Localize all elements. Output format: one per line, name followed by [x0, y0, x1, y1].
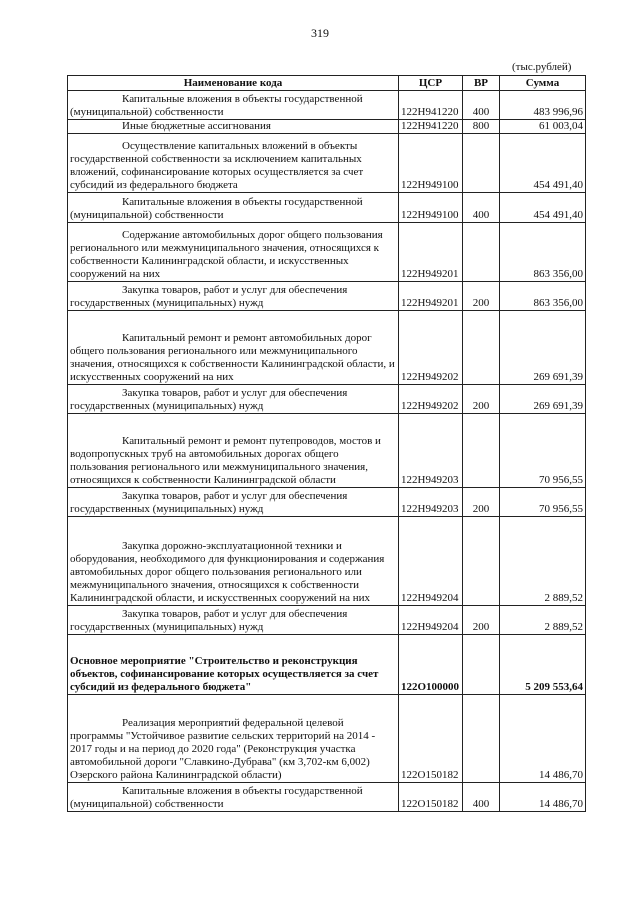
- table-row: [68, 193, 586, 223]
- row-sum: 14 486,70: [500, 695, 586, 783]
- table-row: [68, 783, 586, 812]
- row-csr: 122Н949202: [399, 385, 463, 414]
- row-csr: 122Н949202: [399, 311, 463, 385]
- row-csr: 122Н949204: [399, 606, 463, 635]
- row-csr: 122Н949201: [399, 223, 463, 282]
- row-vr: [463, 695, 500, 783]
- row-name: Закупка товаров, работ и услуг для обеспечения государственных (муниципальных) нужд: [70, 284, 348, 309]
- row-name: Капитальные вложения в объекты государственной (муниципальной) собственности: [70, 196, 363, 221]
- row-sum: 863 356,00: [500, 282, 586, 311]
- row-csr: 122О150182: [399, 783, 463, 812]
- row-vr: 200: [463, 488, 500, 517]
- row-name: Капитальные вложения в объекты государственной (муниципальной) собственности: [70, 785, 363, 810]
- table-row: [68, 517, 586, 606]
- row-sum: 5 209 553,64: [500, 635, 586, 695]
- row-sum: 863 356,00: [500, 223, 586, 282]
- row-sum: 70 956,55: [500, 488, 586, 517]
- row-vr: [463, 414, 500, 488]
- page-number: 319: [311, 26, 329, 40]
- row-name: Осуществление капитальных вложений в объекты государственной собственности за исключением капитальных вложений, софинансирование которых осуществляется за счет субсидий из федерального бюджета: [70, 140, 364, 191]
- row-vr: [463, 635, 500, 695]
- row-sum: 454 491,40: [500, 134, 586, 193]
- row-name: Основное мероприятие "Строительство и реконструкция объектов, софинансирование которых осуществляется за счет субсидий из федерального бюджета": [70, 655, 379, 693]
- row-csr: 122Н949100: [399, 193, 463, 223]
- table-row: [68, 282, 586, 311]
- row-sum: 14 486,70: [500, 783, 586, 812]
- row-vr: 800: [463, 120, 500, 134]
- table-row: [68, 414, 586, 488]
- budget-table: [67, 75, 586, 812]
- row-csr: 122Н949204: [399, 517, 463, 606]
- table-row: [68, 488, 586, 517]
- row-vr: 200: [463, 606, 500, 635]
- table-row: [68, 91, 586, 120]
- row-vr: [463, 134, 500, 193]
- row-sum: 2 889,52: [500, 517, 586, 606]
- header-vr: ВР: [463, 76, 500, 91]
- row-csr: 122Н941220: [399, 120, 463, 134]
- table-row: [68, 120, 586, 134]
- row-name: Закупка товаров, работ и услуг для обеспечения государственных (муниципальных) нужд: [70, 387, 348, 412]
- table-row: [68, 606, 586, 635]
- unit-note: (тыс.рублей): [512, 61, 572, 73]
- row-vr: 400: [463, 193, 500, 223]
- table-header-row: [68, 76, 586, 91]
- row-sum: 269 691,39: [500, 311, 586, 385]
- row-vr: 400: [463, 783, 500, 812]
- row-vr: [463, 223, 500, 282]
- row-name: Реализация мероприятий федеральной целевой программы "Устойчивое развитие сельских территорий на 2014 - 2017 годы и на период до 2020 года" (Реконструкция участка автомобильной дороги "Славкино-Дубрава" (км 3,702-км 6,002) Озерского района Калининградской области): [70, 717, 376, 781]
- row-vr: [463, 311, 500, 385]
- row-name: Капитальные вложения в объекты государственной (муниципальной) собственности: [70, 93, 363, 118]
- row-name: Закупка товаров, работ и услуг для обеспечения государственных (муниципальных) нужд: [70, 490, 348, 515]
- row-name: Закупка дорожно-эксплуатационной техники и оборудования, необходимого для функционирования и содержания автомобильных дорог общего пользования регионального или межмуниципального значения, относящихся к собственности Калининградской области, и искусственных сооружений на них: [70, 540, 385, 604]
- header-csr: ЦСР: [399, 76, 463, 91]
- header-name: Наименование кода: [68, 76, 399, 91]
- row-csr: 122Н949201: [399, 282, 463, 311]
- row-vr: 200: [463, 385, 500, 414]
- row-name: Закупка товаров, работ и услуг для обеспечения государственных (муниципальных) нужд: [70, 608, 348, 633]
- row-sum: 61 003,04: [500, 120, 586, 134]
- row-name: Капитальный ремонт и ремонт автомобильных дорог общего пользования регионального или межмуниципального значения, относящихся к собственности Калининградской области, и искусственных сооружений на них: [70, 332, 395, 383]
- table-row: [68, 311, 586, 385]
- table-row: [68, 134, 586, 193]
- row-csr: 122Н949100: [399, 134, 463, 193]
- row-sum: 269 691,39: [500, 385, 586, 414]
- row-sum: 70 956,55: [500, 414, 586, 488]
- table-row: [68, 385, 586, 414]
- row-csr: 122О100000: [399, 635, 463, 695]
- table-row: [68, 223, 586, 282]
- row-csr: 122Н941220: [399, 91, 463, 120]
- table-row: [68, 635, 586, 695]
- row-sum: 483 996,96: [500, 91, 586, 120]
- row-name: Содержание автомобильных дорог общего пользования регионального или межмуниципального значения, относящихся к собственности Калининградской области, и искусственных сооружений на них: [70, 229, 383, 280]
- row-vr: 400: [463, 91, 500, 120]
- row-name: Иные бюджетные ассигнования: [122, 120, 271, 132]
- table-row: [68, 695, 586, 783]
- row-sum: 454 491,40: [500, 193, 586, 223]
- row-vr: 200: [463, 282, 500, 311]
- row-csr: 122Н949203: [399, 414, 463, 488]
- row-sum: 2 889,52: [500, 606, 586, 635]
- header-sum: Сумма: [500, 76, 586, 91]
- row-csr: 122О150182: [399, 695, 463, 783]
- row-name: Капитальный ремонт и ремонт путепроводов, мостов и водопропускных труб на автомобильных дорогах общего пользования регионального или межмуниципального значения, относящихся к собственности Калининградской области: [70, 435, 381, 486]
- row-vr: [463, 517, 500, 606]
- row-csr: 122Н949203: [399, 488, 463, 517]
